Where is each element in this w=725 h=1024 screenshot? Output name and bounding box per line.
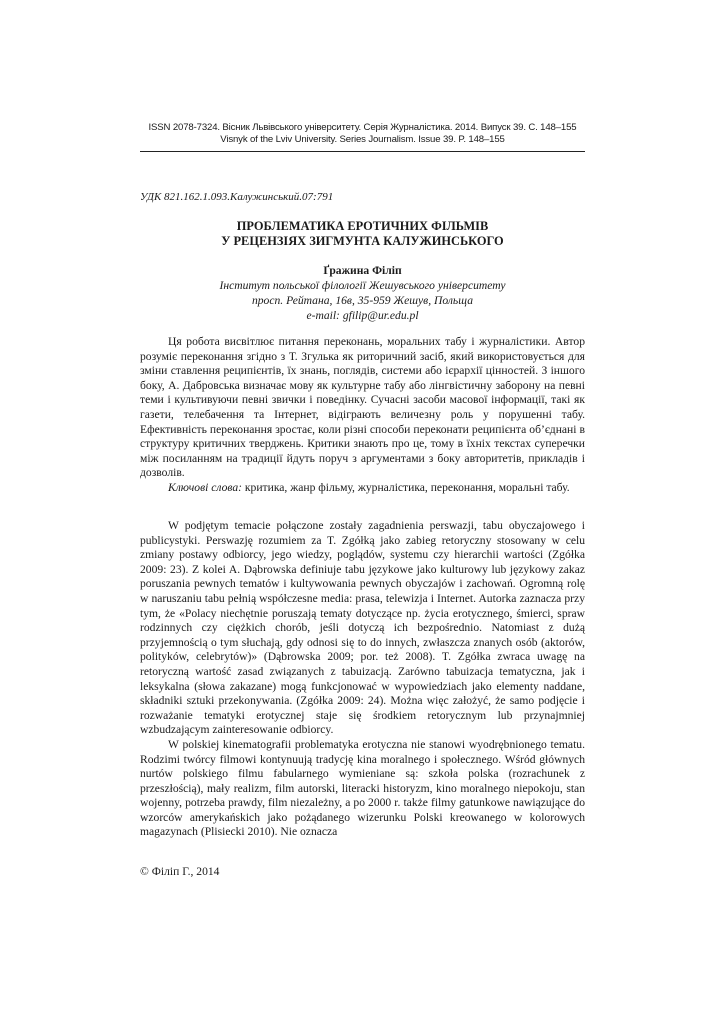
abstract xyxy=(140,335,585,496)
article-title-line1: ПРОБЛЕМАТИКА ЕРОТИЧНИХ ФІЛЬМІВ xyxy=(236,219,489,233)
journal-header-line2: Visnyk of the Lviv University. Series Journalism. Issue 39. P. 148–155 xyxy=(220,134,505,145)
article-title xyxy=(140,219,585,249)
keywords-label: Ключові слова: xyxy=(168,480,243,494)
header-divider xyxy=(140,151,585,152)
journal-header xyxy=(140,122,585,146)
abstract-text: Ця робота висвітлює питання переконань, моральних табу і журналістики. Автор розуміє переконання згідно з Т. Згулька як риторичний засіб, який використовується для зміни ставлення реципієнтів, їх знань, поглядів, системи або ієрархії цінностей. З іншого боку, А. Дабровська визначає мову як культурне табу або лінгвістичну заборону на певні теми і культивуючи певні звички і поведінку. Сучасні засоби масової інформації, такі як газети, телебачення та Інтернет, відіграють величезну роль у порушенні табу. Ефективність переконання зростає, коли різні способи переконати реципієнта об’єднані в структуру критичних тверджень. Критики знають про це, тому в їхніх текстах суперечки між посиланням на традиції йдуть поруч з аргументами з боку авторитетів, прикладів і дозволів. xyxy=(140,335,585,480)
author-address: просп. Рейтана, 16в, 35-959 Жешув, Польща xyxy=(251,294,474,307)
article-title-line2: У РЕЦЕНЗІЯХ ЗИГМУНТА КАЛУЖИНСЬКОГО xyxy=(221,234,504,248)
keywords xyxy=(140,481,585,496)
author-email: e-mail: gfilip@ur.edu.pl xyxy=(306,309,419,322)
author-block xyxy=(140,263,585,323)
copyright-notice: © Філіп Г., 2014 xyxy=(140,865,220,878)
body-paragraph-1: W podjętym temacie połączone zostały zagadnienia perswazji, tabu obyczajowego i publicystyki. Perswazję rozumiem za T. Zgółką jako zabieg retoryczny stosowany w celu zmiany postawy odbiorcy, jego wiedzy, poglądów, systemu czy hierarchii wartości (Zgółka 2009: 23). Z kolei A. Dąbrowska definiuje tabu językowe jako kulturowy lub językowy zakaz poruszania pewnych tematów i kultywowania pewnych obyczajów i zachowań. Ogromną rolę w naruszaniu tabu pełnią współczesne media: prasa, telewizja i Internet. Autorka zaznacza przy tym, że «Polacy niechętnie poruszają tematy dotyczące np. życia erotycznego, śmierci, spraw rodzinnych czy ciężkich chorób, jeśli dotyczą ich bezpośrednio. Natomiast z dużą przyjemnością o tym słuchają, gdy odnosi się to do innych, zwłaszcza znanych osób (aktorów, polityków, celebrytów)» (Dąbrowska 2009; por. też 2008). T. Zgółka zwraca uwagę na retoryczną wartość zasad związanych z tabuizacją. Zarówno tabuizacja tematyczna, jak i leksykalna (słowa zakazane) mogą funkcjonować w wypowiedziach jako elementy naddane, składniki sztuki przekonywania. (Zgółka 2009: 24). Można więc założyć, że samo podjęcie i rozważanie tematyki erotycznej staje się środkiem retorycznym lub przynajmniej wzbudzającym zainteresowanie odbiorcy. xyxy=(140,519,585,737)
keywords-list: критика, жанр фільму, журналістика, переконання, моральні табу. xyxy=(242,480,570,494)
journal-header-line1: ISSN 2078-7324. Вісник Львівського університету. Серія Журналістика. 2014. Випуск 39. С. 148–155 xyxy=(148,122,577,133)
article-body xyxy=(140,519,585,840)
udk-code: УДК 821.162.1.093.Калужинський.07:791 xyxy=(140,191,334,203)
author-affiliation: Інститут польської філології Жешувського університету xyxy=(219,279,506,292)
author-name: Ґражина Філіп xyxy=(323,264,402,277)
body-paragraph-2: W polskiej kinematografii problematyka erotyczna nie stanowi wyodrębnionego tematu. Rodzimi twórcy filmowi kontynuują tradycję kina moralnego i społecznego. Wśród głównych nurtów polskiego filmu fabularnego wymieniane są: szkoła polska (rozrachunek z przeszłością), mały realizm, film autorski, literacki historyzm, kino moralnego niepokoju, stan wojenny, potrzeba prawdy, film niezależny, a po 2000 r. także filmy gatunkowe nawiązujące do wzorców amerykańskich jako pożądanego wizerunku Polski kreowanego w kolorowych magazynach (Plisiecki 2010). Nie oznacza xyxy=(140,737,585,839)
